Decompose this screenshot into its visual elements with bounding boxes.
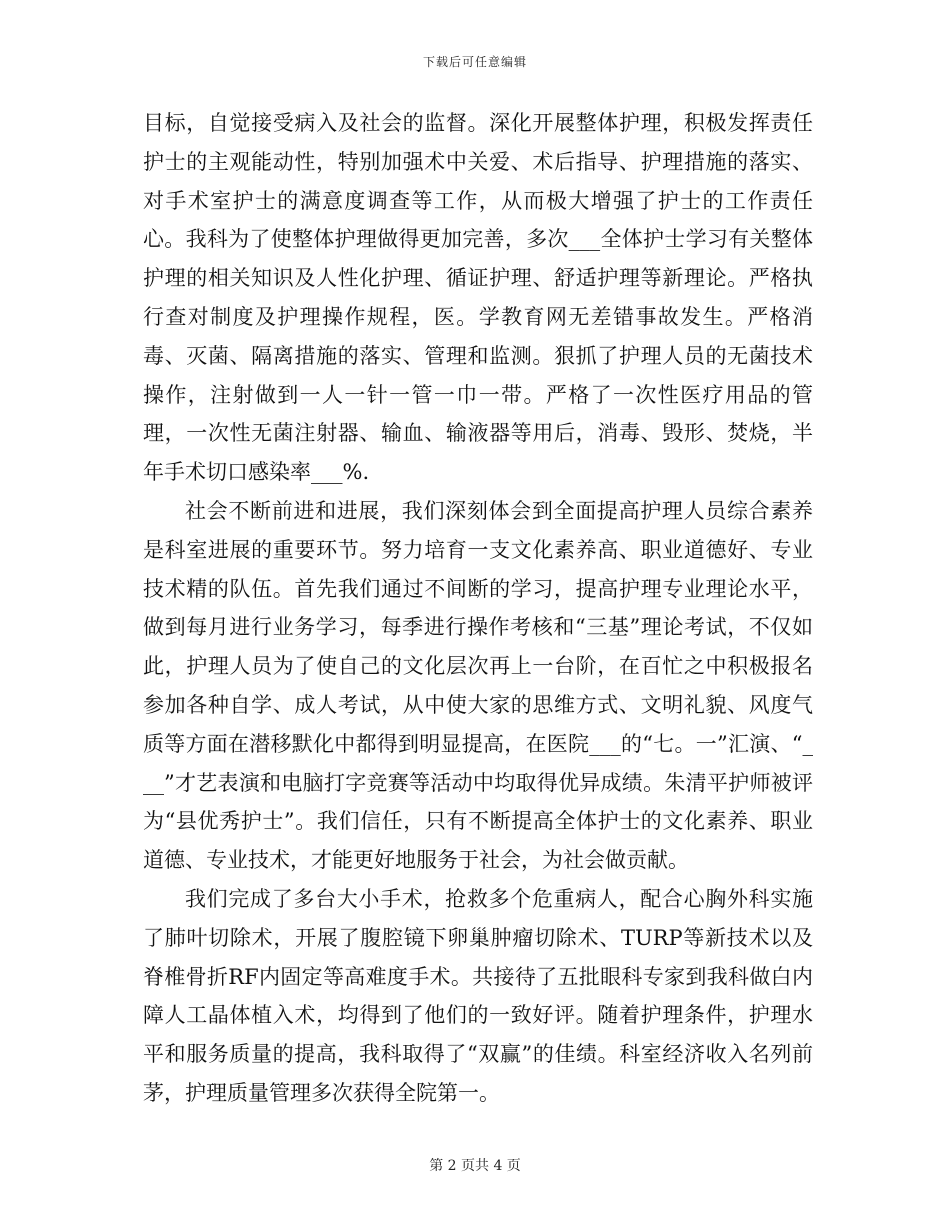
paragraph-1: 目标，自觉接受病入及社会的监督。深化开展整体护理，积极发挥责任护士的主观能动性，特别加强术中关爱、术后指导、护理措施的落实、对手术室护士的满意度调查等工作，从而极大增强了护士的工作责任心。我科为了使整体护理做得更加完善，多次___全体护士学习有关整体护理的相关知识及人性化护理、循证护理、舒适护理等新理论。严格执行查对制度及护理操作规程，医。学教育网无差错事故发生。严格消毒、灭菌、隔离措施的落实、管理和监测。狠抓了护理人员的无菌技术操作，注射做到一人一针一管一巾一带。严格了一次性医疗用品的管理，一次性无菌注射器、输血、输液器等用后，消毒、毁形、焚烧，半年手术切口感染率___%.	[143, 111, 813, 485]
document-body	[143, 104, 813, 1113]
paragraph-3: 我们完成了多台大小手术，抢救多个危重病人，配合心胸外科实施了肺叶切除术，开展了腹腔镜下卵巢肿瘤切除术、TURP等新技术以及脊椎骨折RF内固定等高难度手术。共接待了五批眼科专家到我科做白内障人工晶体植入术，均得到了他们的一致好评。随着护理条件，护理水平和服务质量的提高，我科取得了“双赢”的佳绩。科室经济收入名列前茅，护理质量管理多次获得全院第一。	[143, 886, 813, 1105]
page-header: 下载后可任意编辑	[422, 55, 527, 69]
page-footer: 第 2 页共 4 页	[429, 1158, 521, 1174]
paragraph-2: 社会不断前进和进展，我们深刻体会到全面提高护理人员综合素养是科室进展的重要环节。努力培育一支文化素养高、职业道德好、专业技术精的队伍。首先我们通过不间断的学习，提高护理专业理论水平，做到每月进行业务学习，每季进行操作考核和“三基”理论考试，不仅如此，护理人员为了使自己的文化层次再上一台阶，在百忙之中积极报名参加各种自学、成人考试，从中使大家的思维方式、文明礼貌、风度气质等方面在潜移默化中都得到明显提高，在医院___的“七。一”汇演、“___”才艺表演和电脑打字竞赛等活动中均取得优异成绩。朱清平护师被评为“县优秀护士”。我们信任，只有不断提高全体护士的文化素养、职业道德、专业技术，才能更好地服务于社会，为社会做贡献。	[143, 498, 813, 873]
